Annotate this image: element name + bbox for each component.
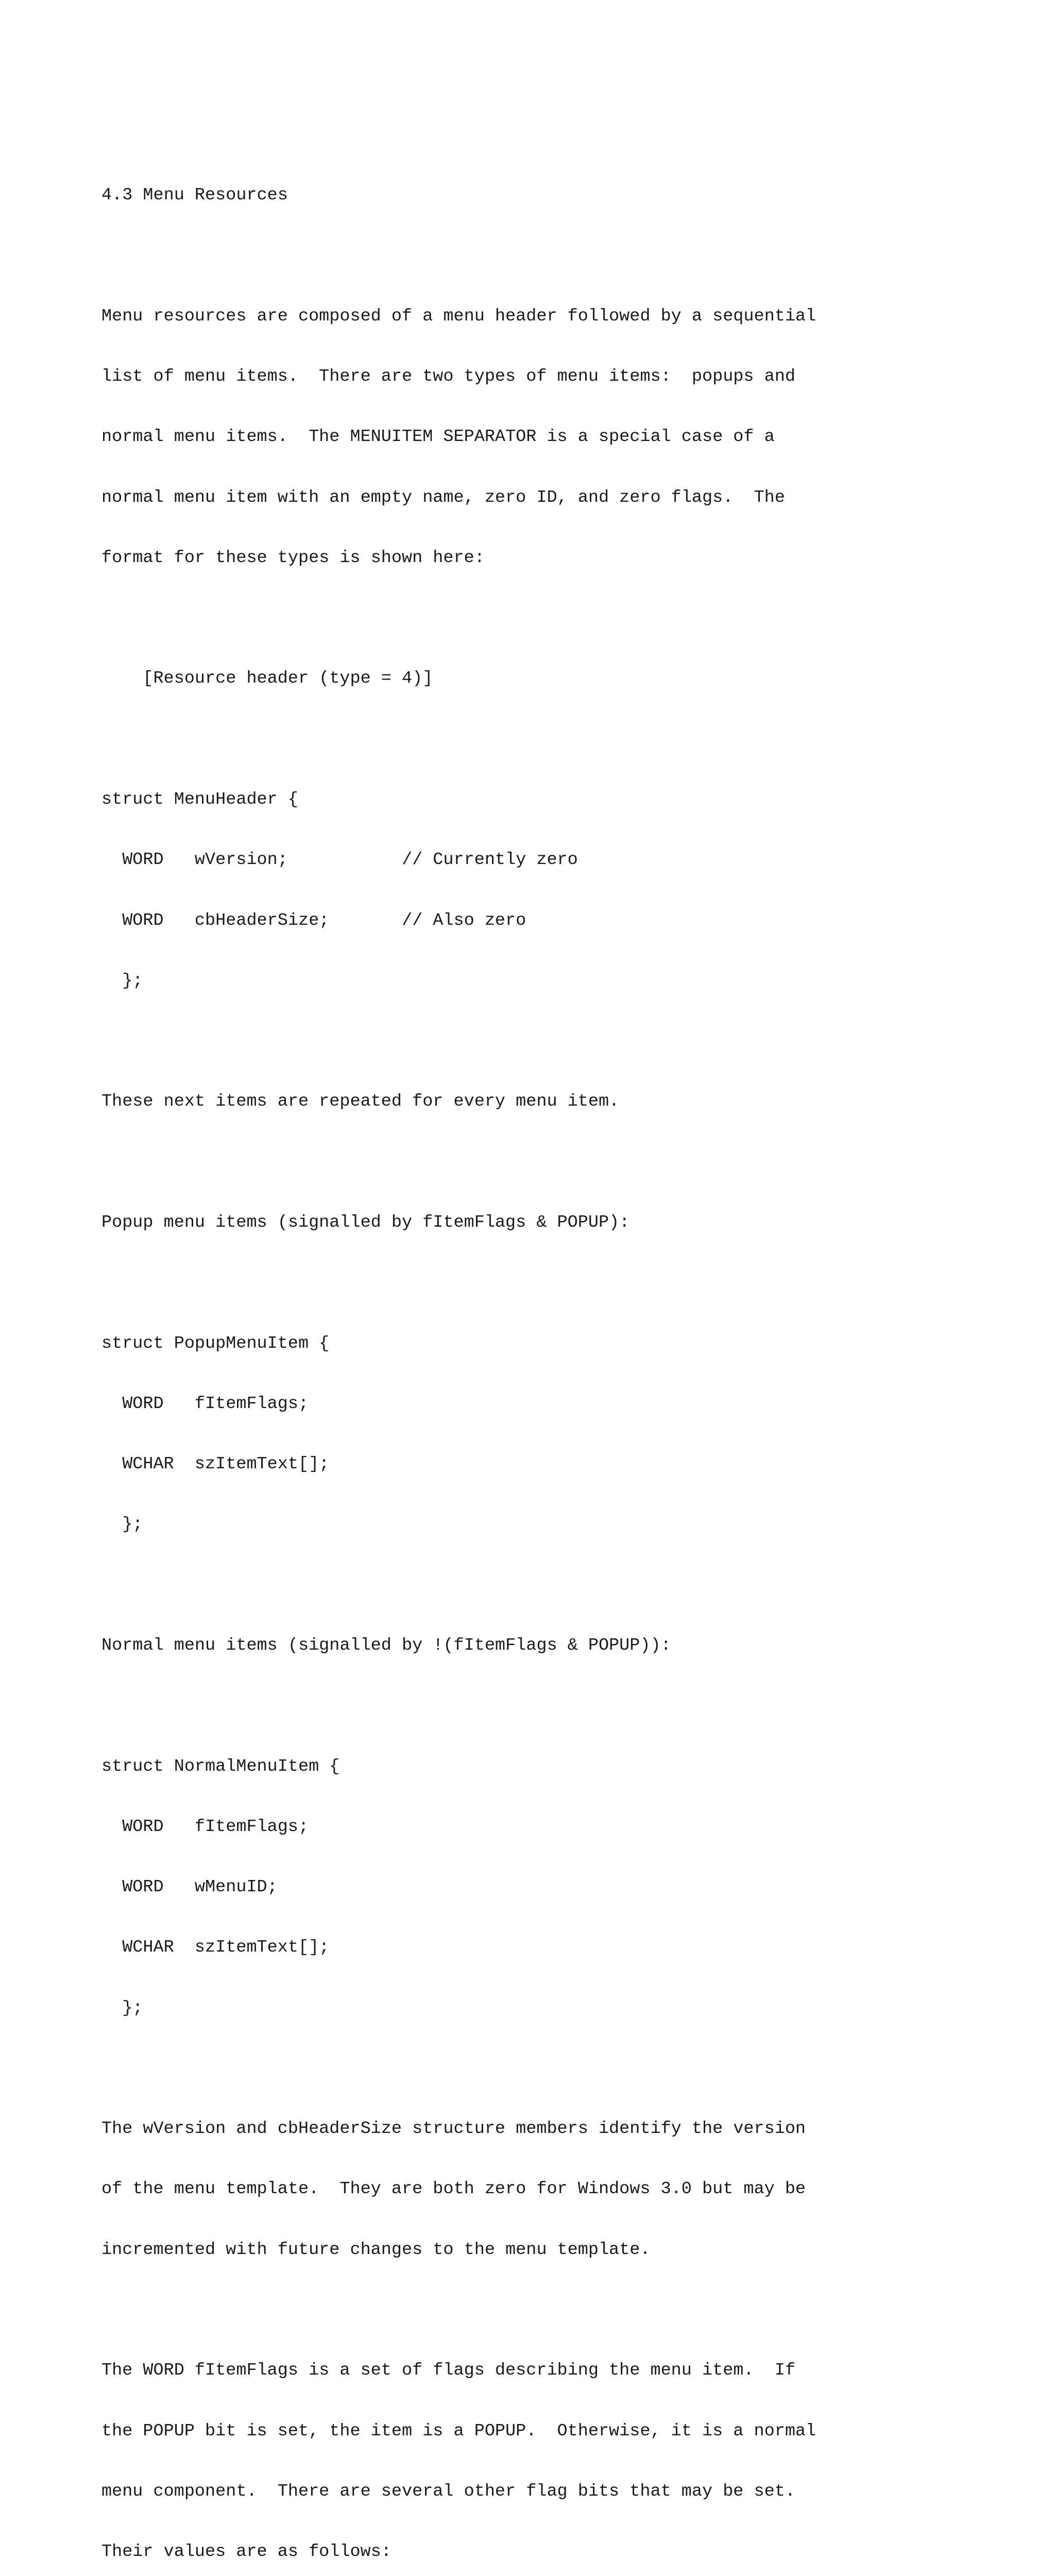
- blank-line: [101, 1273, 1029, 1293]
- blank-line: [101, 1153, 1029, 1173]
- code-line: WORD fItemFlags;: [101, 1394, 309, 1414]
- code-line: WORD wMenuID;: [101, 1877, 278, 1897]
- paragraph-line: Their values are as follows:: [101, 2542, 392, 2562]
- paragraph-line: The wVersion and cbHeaderSize structure members identify the version: [101, 2119, 806, 2139]
- blank-line: [101, 1696, 1029, 1716]
- paragraph-line: Normal menu items (signalled by !(fItemFlags & POPUP)):: [101, 1635, 671, 1655]
- code-line: struct PopupMenuItem {: [101, 1333, 330, 1353]
- paragraph-line: normal menu items. The MENUITEM SEPARATOR is a special case of a: [101, 427, 775, 447]
- blank-line: [101, 608, 1029, 629]
- paragraph-line: of the menu template. They are both zero for Windows 3.0 but may be: [101, 2179, 806, 2199]
- paragraph-line: Popup menu items (signalled by fItemFlags & POPUP):: [101, 1212, 630, 1232]
- paragraph-line: menu component. There are several other flag bits that may be set.: [101, 2481, 795, 2501]
- paragraph-line: These next items are repeated for every menu item.: [101, 1092, 620, 1112]
- paragraph-line: the POPUP bit is set, the item is a POPUP. Otherwise, it is a normal: [101, 2421, 816, 2441]
- code-line: };: [101, 1998, 143, 2018]
- code-line: WORD wVersion; // Currently zero: [101, 850, 578, 870]
- document-page: [101, 145, 1029, 2576]
- code-line: };: [101, 971, 143, 991]
- code-line: [Resource header (type = 4)]: [101, 669, 433, 689]
- paragraph-line: incremented with future changes to the menu template.: [101, 2240, 651, 2260]
- blank-line: [101, 2059, 1029, 2079]
- paragraph-line: The WORD fItemFlags is a set of flags describing the menu item. If: [101, 2361, 795, 2381]
- paragraph-line: list of menu items. There are two types of menu items: popups and: [101, 367, 795, 387]
- blank-line: [101, 1575, 1029, 1596]
- blank-line: [101, 2300, 1029, 2320]
- document-text: [101, 145, 1029, 2576]
- paragraph-line: Menu resources are composed of a menu header followed by a sequential: [101, 306, 816, 326]
- code-line: WCHAR szItemText[];: [101, 1938, 330, 1958]
- blank-line: [101, 1031, 1029, 1052]
- paragraph-line: normal menu item with an empty name, zero ID, and zero flags. The: [101, 487, 785, 507]
- blank-line: [101, 730, 1029, 750]
- code-line: WORD cbHeaderSize; // Also zero: [101, 910, 526, 930]
- section-heading-menu-resources: 4.3 Menu Resources: [101, 185, 288, 206]
- code-line: };: [101, 1515, 143, 1535]
- code-line: struct NormalMenuItem {: [101, 1756, 340, 1776]
- paragraph-line: format for these types is shown here:: [101, 548, 485, 568]
- blank-line: [101, 246, 1029, 266]
- code-line: WCHAR szItemText[];: [101, 1454, 330, 1475]
- code-line: WORD fItemFlags;: [101, 1817, 309, 1837]
- code-line: struct MenuHeader {: [101, 790, 298, 809]
